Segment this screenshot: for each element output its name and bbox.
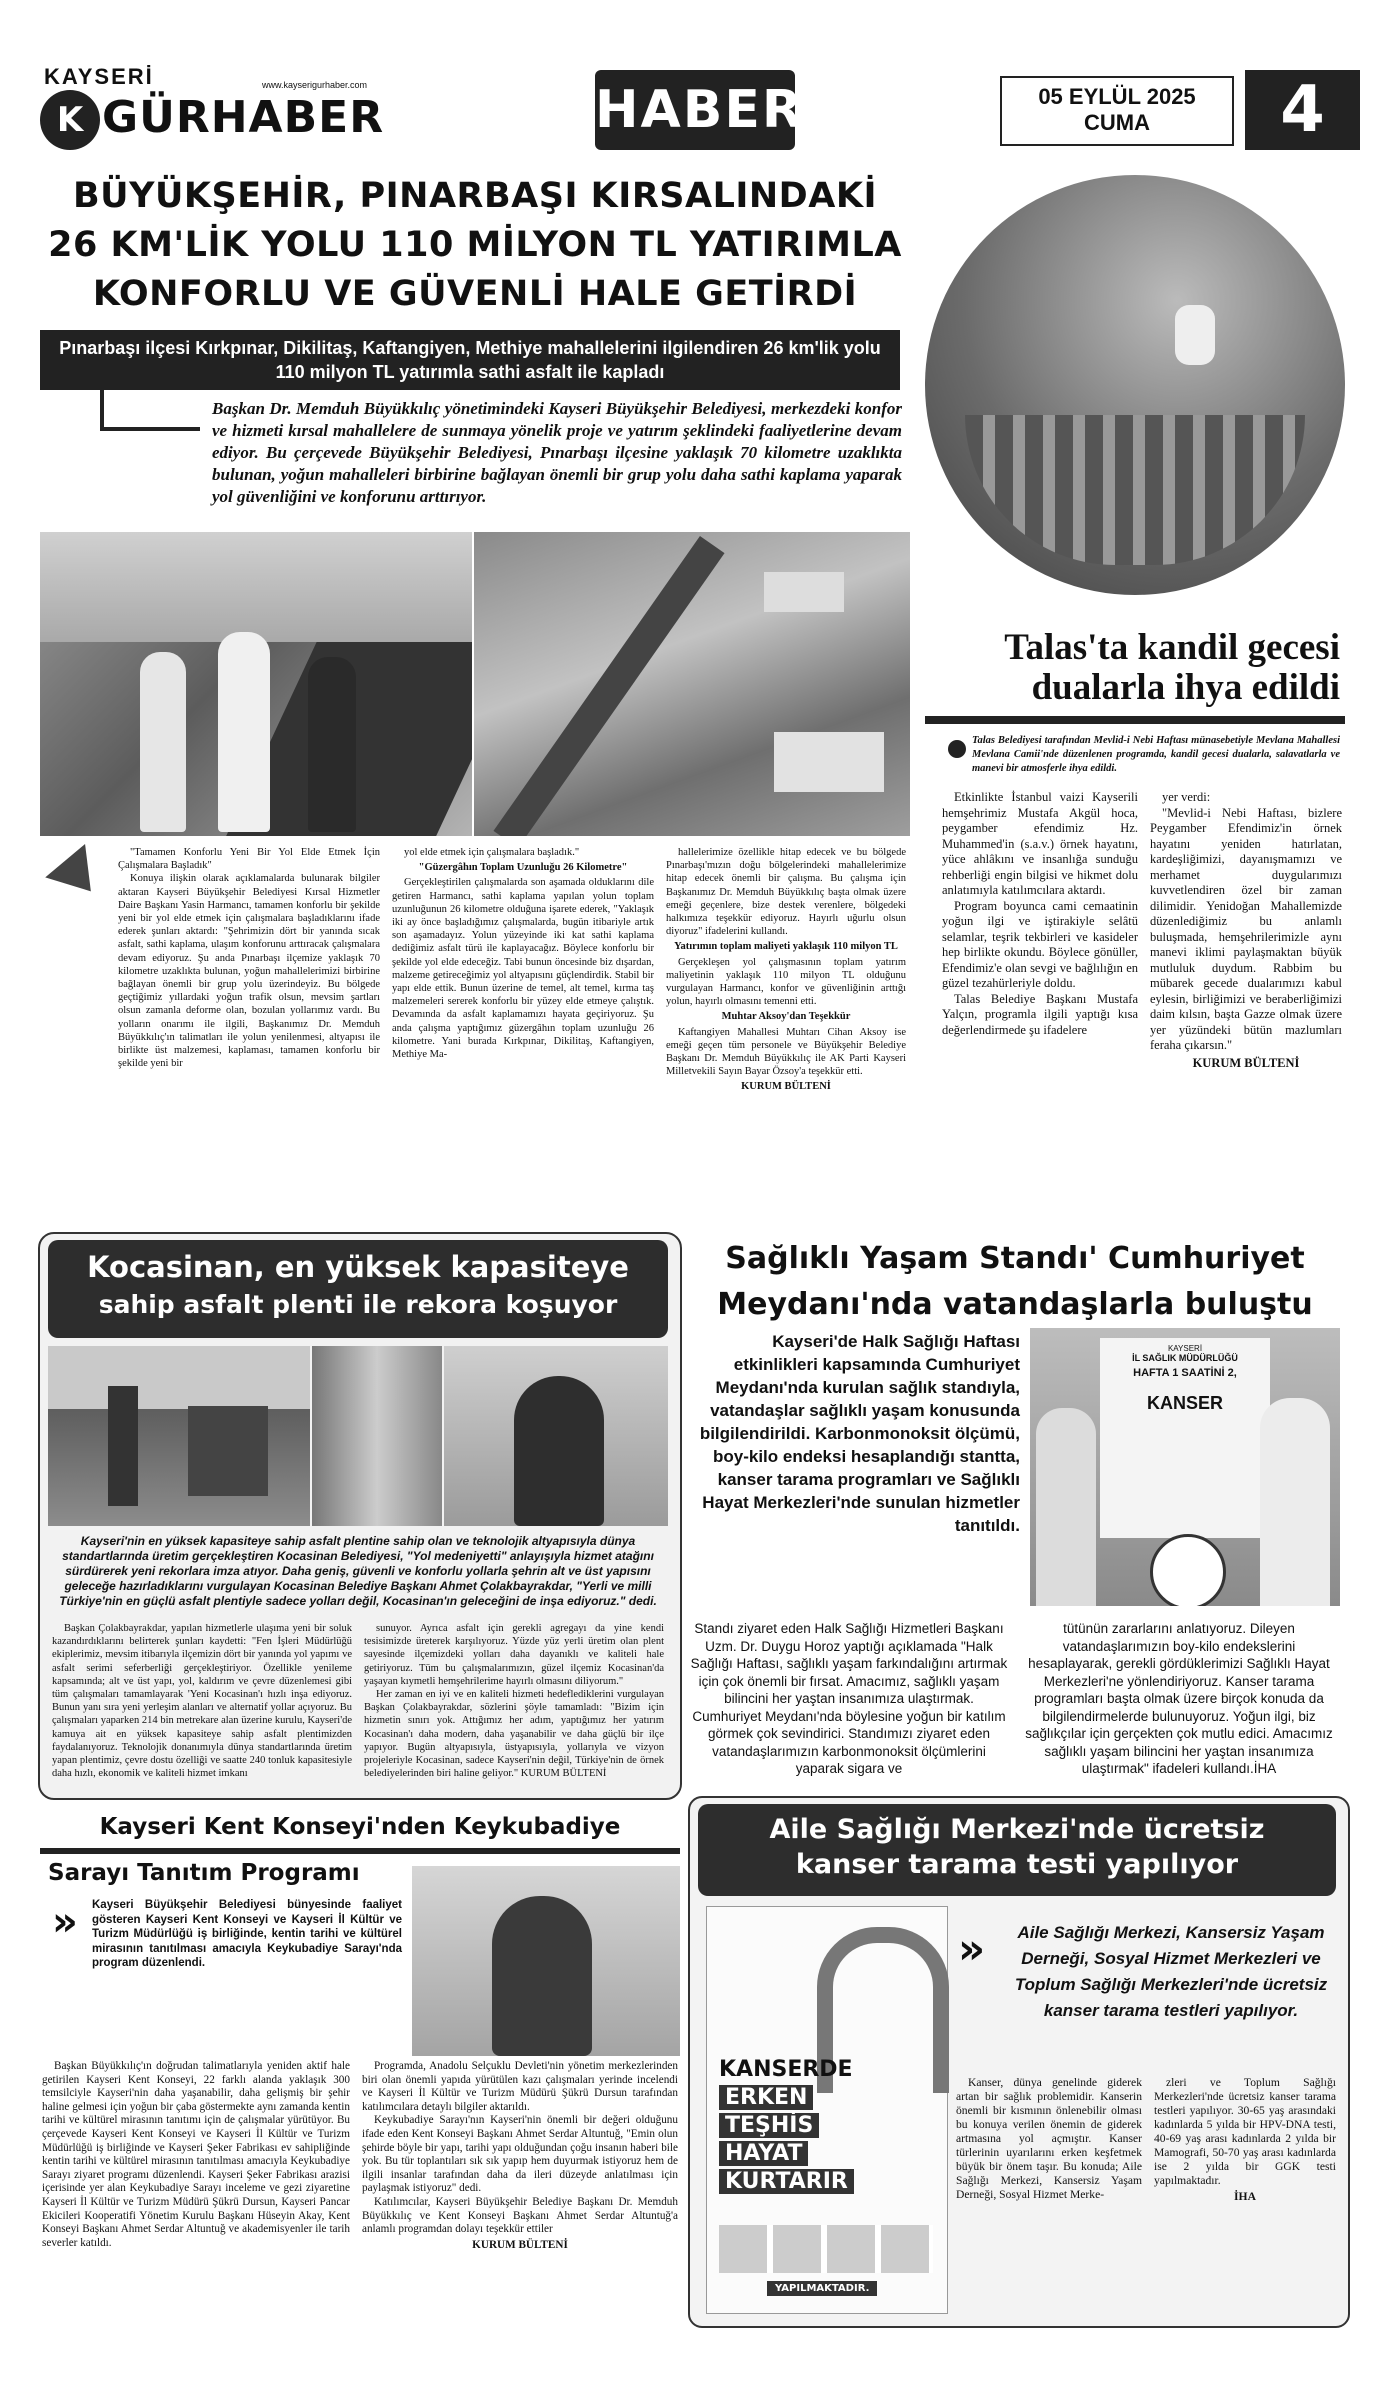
poster-line: KANSERDE bbox=[719, 2057, 853, 2082]
kocasinan-photo-plant bbox=[48, 1346, 310, 1526]
paragraph: KURUM BÜLTENİ bbox=[472, 2238, 568, 2251]
kocasinan-caption: Kayseri'nin en yüksek kapasiteye sahip asfalt plentine sahip olan ve teknolojik altyapısıyla dünya standartlarında üretim gerçekleştiren Kocasinan Belediyesi, "Yol medeniyetti" anlayışıyla hizmet atağını sürdürerek yeni rekorlara imza atıyor. Daha geniş, güvenli ve konforlu yollarla şehrin alt ve üst yapısını geleceğe hazırladıklarını vurgulayan Kocasinan Belediye Başkanı Ahmet Çolakbayrakdar, "Yerli ve milli Türkiye'nin en güçlü asfalt plentiyle sadece yolları değil, Kocasinan'ın geleceğini de inşa ediyoruz." dedi. bbox=[59, 1534, 657, 1608]
talas-col-2 bbox=[1150, 790, 1342, 1073]
talas-rule bbox=[925, 716, 1345, 724]
lead-col-1 bbox=[118, 846, 380, 1070]
poster-line: KURTARIR bbox=[719, 2169, 854, 2194]
person-figure bbox=[492, 1896, 592, 2056]
aile-headline-line: Aile Sağlığı Merkezi'nde ücretsiz bbox=[769, 1814, 1265, 1845]
konsey-rule bbox=[40, 1848, 680, 1854]
issue-date: 05 EYLÜL 2025 bbox=[1038, 84, 1196, 109]
konsey-subhead: Sarayı Tanıtım Programı bbox=[48, 1860, 360, 1886]
saglik-headline bbox=[688, 1236, 1342, 1328]
poster-title bbox=[719, 2057, 919, 2194]
page-number: 4 bbox=[1280, 73, 1325, 147]
paragraph: Katılımcılar, Kayseri Büyükşehir Belediye Başkanı Dr. Memduh Büyükkılıç ve Kent Konseyi Başkanı Ahmet Serdar Altuntuğ'a anlamlı programdan dolayı teşekkür ettiler bbox=[362, 2195, 678, 2236]
saglik-photo-stand bbox=[1030, 1328, 1340, 1606]
saglik-headline-line: Meydanı'nda vatandaşlarla buluştu bbox=[717, 1287, 1313, 1322]
paragraph: sunuyor. Ayrıca asfalt için gerekli agregayı da yine kendi tesisimizde üreterek karşılıyoruz. Yüzde yüz yerli üretim olan plent sayesinde ilçemizdeki yolları daha dayanıklı ve kaliteli hale getiriyoruz. Tüm bu çalışmalarımızın, güzel ilçemiz Kocasinan'da yaşayan kıymetli hemşehrilerime hayırlı olmasını diliyorum." bbox=[364, 1623, 664, 1687]
konsey-col-1 bbox=[42, 2060, 350, 2250]
stand-banner bbox=[1100, 1338, 1270, 1538]
paragraph: "Güzergâhın Toplam Uzunluğu 26 Kilometre" bbox=[418, 862, 628, 874]
paragraph: "Tamamen Konforlu Yeni Bir Yol Elde Etmek İçin Çalışmalara Başladık" bbox=[118, 847, 380, 872]
paragraph: Başkan Çolakbayrakdar, yapılan hizmetlerle ulaşıma yeni bir soluk kazandırdıklarını belirterek şunları kaydetti: "Fen İşleri Müdürlüğü ekiplerimiz, mevsim itibarıyla ilçemizin dört bir yanında yol yapımı ve asfalt serimi seferberliği gerçekleştiriyor. Özellikle yenileme kapsamında; alt ve üst yapı, yol, kaldırım ve çevre düzenlemesi gibi tüm çalışmaları tamamlayarak 'Yeni Kocasinan'ı hızlı inşa ediyoruz. Bunun yanı sıra yeni yerleşim alanları ve alternatif yollar açıyoruz. Bu çalışmaları yaparken 214 bin metrekare alan üzerine kurulu, Kayseri'de kamuya ait en yüksek kapasiteye sahip asfalt plentimizden faydalanıyoruz. Teknolojik donanımıyla dünya standartlarında üretim yapan plentimiz, çevre dostu özelliği ve saatte 240 tonluk kapasitesiyle daha hızlı, ekonomik ve kaliteli hizmet imkanı bbox=[52, 1623, 352, 1780]
paragraph: Kaftangiyen Mahallesi Muhtarı Cihan Aksoy ise emeği geçen tüm personele ve Büyükşehir Belediye Başkanı Dr. Memduh Büyükkılıç ile AK Parti Kayseri Milletvekili Sayın Bayar Özsoy'a teşekkür etti. bbox=[666, 1026, 906, 1078]
kocasinan-headline-line: sahip asfalt plenti ile rekora koşuyor bbox=[98, 1290, 618, 1319]
lead-deck-rule bbox=[100, 390, 104, 430]
paragraph: Muhtar Aksoy'dan Teşekkür bbox=[721, 1011, 851, 1023]
paragraph: Gerçekleşen yol çalışmasının toplam yatırım maliyetinin yaklaşık 110 milyon TL olduğunu vurgulayan Harmancı, konfor ve güvenliğinin arttığı yolun, hayırlı olmasını temenni etti. bbox=[666, 956, 906, 1008]
ribbon-icon bbox=[1150, 1534, 1226, 1606]
poster-line: ERKEN bbox=[719, 2085, 813, 2110]
aile-headline-line: kanser tarama testi yapılıyor bbox=[795, 1849, 1239, 1880]
aile-deck: Aile Sağlığı Merkezi, Kansersiz Yaşam Derneği, Sosyal Hizmet Merkezleri ve Toplum Sağlığı Merkezleri'nde ücretsiz kanser tarama testleri yapılıyor. bbox=[1014, 1923, 1328, 2020]
aerial-building bbox=[774, 732, 884, 792]
lead-headline-line: 26 KM'LİK YOLU 110 MİLYON TL YATIRIMLA bbox=[48, 225, 902, 265]
lead-photo-aerial bbox=[474, 532, 910, 836]
aerial-building bbox=[764, 572, 844, 612]
bullet-icon bbox=[948, 740, 966, 758]
paragraph: zleri ve Toplum Sağlığı Merkezleri'nde ücretsiz kanser tarama testleri yapılıyor. 30-65 yaş arasındaki kadınlarda 5 yılda bir HPV-DNA testi, 40-69 yaş arası kadınlarda 2 yılda bir Mamografi, 50-70 yaş arası kadınlarda ise 2 yılda bir GGK testi yapılmaktadır. bbox=[1154, 2076, 1336, 2187]
aile-headline bbox=[698, 1804, 1336, 1896]
kocasinan-headline bbox=[48, 1240, 668, 1338]
lead-photo-officials bbox=[40, 532, 472, 836]
saglik-headline-line: Sağlıklı Yaşam Standı' Cumhuriyet bbox=[725, 1241, 1305, 1276]
poster-line: HAYAT bbox=[719, 2141, 808, 2166]
paragraph: "Mevlid-i Nebi Haftası, bizlere Peygamber Efendimiz'in örnek hayatını yeniden hatırlatan, kardeşliğimizi, dayanışmamızı ve merhamet duygularımızı kuvvetlendiren özel bir zaman dilimidir. Yenidoğan Mahallemizde düzenlediğimiz bu anlamlı buluşmada, hemşehrilerimizle aynı manevi iklimi paylaşmaktan büyük mutluluk duydum. Rabbim bu mübarek gecede dualarımızı kabul eylesin, birliğimizi ve beraberliğimizi daim kılsın, başta Gazze olmak üzere yer yüzündeki bütün mazlumları ferahа çıkarsın." bbox=[1150, 805, 1342, 1052]
paragraph: Program boyunca cami cemaatinin yoğun ilgi ve iştirakiyle selâtü selamlar, teşrik tekbirleri ve kasideler hep birlikte okundu. Böylece gönüller, Efendimiz'e olan sevgi ve bağlılığın en güzel tezahürleriyle doldu. bbox=[942, 898, 1138, 990]
talas-headline-line: Talas'ta kandil gecesi bbox=[1004, 627, 1340, 668]
aile-poster bbox=[706, 1906, 948, 2314]
aile-col-2 bbox=[1154, 2076, 1336, 2206]
quote-icon: » bbox=[958, 1924, 986, 1973]
paragraph: yer verdi: bbox=[1162, 790, 1211, 804]
paragraph: Talas Belediye Başkanı Mustafa Yalçın, programla ilgili yaptığı kısa değerlendirmede şu ifadelere bbox=[942, 991, 1138, 1037]
paragraph: Gerçekleştirilen çalışmalarda son aşamada olduklarını dile getiren Harmancı, sathi kaplama yapılan yolun toplam uzunluğunun 26 kilometre olduğuna işarete ederek, "Yaklaşık iki ay önce başladığımız çalışmalarda, bugün itibariyle artık son aşamadayız. Yolun yüzeyinde iki kat sathi kaplama dediğimiz asfalt türü ile kaplayacağız. Böylece konforlu bir şekilde yol elde edeceğiz. Tabi bunun öncesinde biz dışardan, malzeme getireceğimiz yol altyapısını güçlendirdik. Stabil bir yapı elde ettik. Bunun üzerine de temel, alt temel, kırma taş malzemeleri sererek konforlu bir yüzey elde etmeye çalıştık. Devamında da asfalt kaplamamızı hayata geçiriyoruz. Şu anda çalışma yaptığımız güzergâhın toplam uzunluğu 26 kilometre. Yani burada Kırkpınar, Dikilitaş, Kaftangiyen, Methiye Ma- bbox=[392, 877, 654, 1061]
paragraph: Programda, Anadolu Selçuklu Devleti'nin yönetim merkezlerinden biri olan önemli yapıda yürütülen kazı çalışmaları yerinde incelendi ve Kayseri İl Kültür ve Turizm Müdürü Şükrü Dursun tarafından katılımcılara detaylı bilgiler aktarıldı. bbox=[362, 2060, 678, 2113]
plant-silo bbox=[188, 1406, 268, 1496]
paragraph: yol elde etmek için çalışmalara başladık." bbox=[404, 847, 580, 858]
saglik-col-1: Standı ziyaret eden Halk Sağlığı Hizmetleri Başkanı Uzm. Dr. Duygu Horoz yaptığı açıklamada "Halk Sağlığı Haftası, sağlıklı yaşam farkındalığını artırmak için çok önemli bir fırsat. Amacımız, sağlıklı yaşam bilincini her yaştan insanımıza ulaştırmak. Cumhuriyet Meydanı'nda böylesine yoğun bir katılım görmek çok sevindirici. Standımızı ziyaret eden vatandaşlarımızın karbonmonoksit ölçümlerini yaparak sigara ve bbox=[690, 1621, 1008, 1776]
aile-col-1 bbox=[956, 2076, 1142, 2202]
aerial-road bbox=[493, 536, 724, 836]
paragraph: hallelerimize özellikle hitap edecek ve bu bölgede Pınarbaşı'mızın doğu bölgelerindeki mahallelerimize hitap edecek önemli bir çalışma. Bu çalışma için Başkanımız Dr. Memduh Büyükkılıç başta olmak üzere emeği geçenlere, bize destek verenlere, bölgedeki halkımıza teşekkür ediyoruz. Hayırlı uğurlu olsun diyoruz" ifadelerini kullandı. bbox=[666, 847, 906, 938]
talas-headline bbox=[930, 628, 1340, 708]
masthead-website[interactable]: www.kayserigurhaber.com bbox=[262, 80, 368, 90]
issue-day: CUMA bbox=[1084, 110, 1150, 135]
konsey-deck: Kayseri Büyükşehir Belediyesi bünyesinde faaliyet gösteren Kayseri Kent Konseyi ve Kayseri İl Kültür ve Turizm Müdürlüğü iş birliğinde, kentin tarihi ve kültürel mirasının tanıtılması amacıyla Keykubadiye Sarayı'nda program düzenlendi. bbox=[92, 1899, 402, 1969]
kocasinan-col-1 bbox=[52, 1622, 352, 1780]
lead-headline bbox=[40, 172, 910, 319]
poster-info-grid bbox=[719, 2225, 933, 2273]
lead-deck: Pınarbaşı ilçesi Kırkpınar, Dikilitaş, Kaftangiyen, Methiye mahallelerini ilgilendiren 26 km'lik yolu 110 milyon TL yatırımla sathi asfalt ile kapladı bbox=[40, 330, 900, 390]
kocasinan-photo-mayor bbox=[444, 1346, 668, 1526]
staff-figure bbox=[1036, 1408, 1096, 1606]
logo-icon: K bbox=[40, 90, 100, 150]
stand-banner-text: İL SAĞLIK MÜDÜRLÜĞÜ bbox=[1132, 1353, 1238, 1363]
saglik-deck: Kayseri'de Halk Sağlığı Haftası etkinlikleri kapsamında Cumhuriyet Meydanı'nda kurulan sağlık standıyla, vatandaşlar sağlıklı yaşam konusunda bilgilendirildi. Karbonmonoksit ölçümü, boy-kilo endeksi hesaplandığı stantta, kanser tarama programları ve Sağlıklı Hayat Merkezleri'nde sunulan hizmetler tanıtıldı. bbox=[699, 1332, 1020, 1535]
section-title: HABER bbox=[595, 80, 804, 140]
paragraph: Başkan Büyükkılıç'ın doğrudan talimatlarıyla yeniden aktif hale getirilen Kayseri Kent Konseyi, 22 farklı alanda yaklaşık 300 temsilciyle Kayseri'nin daha yaşanabilir, daha gelişmiş bir şehir haline gelmesi için yoğun bir çaba göstermekte aynı zamanda kentin tarihi ve kültürel mirasının tanıtımı için de çalışmalar yürütüyor. Bu çerçevede Kayseri Kent Konseyi ve Kayseri İl Kültür ve Turizm Müdürlüğü iş birliğinde ve Kayseri Şeker Fabrikası ev sahipliğinde kentin tarihi ve kültürel mirasının tanıtılması amacıyla Keykubadiye Sarayı ziyaret programı düzenlendi. Kayseri Şeker Fabrikası arazisi içerisinde yer alan Keykubadiye Sarayı inceleme ve gezi ziyaretine Kayseri İl Kültür ve Turizm Müdürü Şükrü Dursun, Kayseri Pancar Ekicileri Kooperatifi Yönetim Kurulu Başkanı Hüseyin Akay, Kent Konseyi Başkanı Ahmet Serdar Altuntuğ ve akademisyenler ile tarih severler katıldı. bbox=[42, 2060, 350, 2249]
lead-intro: Başkan Dr. Memduh Büyükkılıç yönetimindeki Kayseri Büyükşehir Belediyesi, merkezdeki konfor ve hizmeti kırsal mahallelere de sunmaya yönelik proje ve yatırım şeklindeki faaliyetlerine devam ediyor. Bu çerçevede Büyükşehir Belediyesi, Pınarbaşı ilçesine yaklaşık 70 kilometre uzaklıkta bulunan, yoğun mahalleleri birbirine bağlayan önemli bir grup yolu daha sathi kaplama yaparak yol güvenliğini ve konforunu arttırıyor. bbox=[212, 399, 902, 506]
lead-col-2 bbox=[392, 846, 654, 1061]
masthead-city: KAYSERİ bbox=[44, 64, 154, 89]
person-figure bbox=[218, 632, 270, 832]
paragraph: Kanser, dünya genelinde giderek artan bir sağlık problemidir. Kanserin önemli bir kısmının önlenebilir olması bu konuya verilen önemin de giderek artmasına yol açmıştır. Kanser türlerinin uyarılarını erken keşfetmek büyük bir önem taşır. Bu konuda; Aile Sağlığı Merkezi, Kansersiz Yaşam Derneği, Sosyal Hizmet Merke- bbox=[956, 2076, 1142, 2201]
pulpit-figure bbox=[1175, 305, 1215, 365]
lead-col-3 bbox=[666, 846, 906, 1096]
person-figure bbox=[140, 652, 186, 832]
talas-col-1 bbox=[942, 790, 1138, 1038]
poster-footer: YAPILMAKTADIR. bbox=[767, 2281, 877, 2296]
talas-photo-mosque bbox=[925, 175, 1345, 595]
page-number-box bbox=[1245, 70, 1360, 150]
lead-headline-line: BÜYÜKŞEHİR, PINARBAŞI KIRSALINDAKİ bbox=[73, 176, 877, 216]
person-figure bbox=[308, 657, 356, 832]
paragraph: Konuya ilişkin olarak açıklamalarda bulunarak bilgiler aktaran Kayseri Büyükşehir Belediyesi Kırsal Hizmetler Daire Başkanı Yasin Harmancı, tamamen konforlu bir şekilde yeni bir yol elde etmek için çalışmalara başladıklarını ifade ederek şunları aktardı: "Şehrimizin dört bir yanında sıcak asfalt, sathi kaplama, ulaşım konforunu arttıracak çalışmalara devam ediyoruz. Şu anda Pınarbaşı ilçemize yaklaşık 70 kilometre uzaklıkta bulunan, yoğun mahallelerimizi birbirine bağlayan önemli bir grup yolu üzerindeyiz. Bu bölgede geçtiğimiz yıllardaki yoğun trafik olsun, mevsim şartları olsun zamanla deforme olan, bozulan yollarımız vardı. Bu yolların onarımı ile ilgili, Başkanımız Dr. Memduh Büyükkılıç'ın talimatları ile yolun yenilenmesi, altyapısı ile birlikte üst malzemesi, kaplaması, tamamen konforlu bir şekilde yeni bir bbox=[118, 873, 380, 1070]
photo-sky bbox=[40, 532, 472, 642]
paragraph: Keykubadiye Sarayı'nın Kayseri'nin önemli bir değeri olduğunu ifade eden Kent Konseyi Başkanı Ahmet Serdar Altuntuğ, "Emin olun şehirde böyle bir yapı, tarihi yapı olduğundan çoğu insanın haberi bile yok. Bu tür toplantıları sık sık yapıp hem duyurmak istiyoruz hem de ilgili insanlar tarafından daha da ileri düzeyde anlatılması için paylaşmak istiyoruz" dedi. bbox=[362, 2114, 678, 2195]
mayor-figure bbox=[514, 1376, 604, 1526]
talas-deck: Talas Belediyesi tarafından Mevlid-i Nebi Haftası münasebetiyle Mevlana Mahallesi Mevlana Camii'nde düzenlenen programda, kandil gecesi dualarla, salavatlarla ve manevi bir atmosferle ihya edildi. bbox=[972, 735, 1340, 774]
lead-headline-line: KONFORLU VE GÜVENLİ HALE GETİRDİ bbox=[92, 274, 858, 314]
stand-banner-text: KAYSERİ bbox=[1167, 1344, 1203, 1353]
lead-deck-rule bbox=[100, 427, 200, 431]
paragraph: KURUM BÜLTENİ bbox=[741, 1081, 831, 1093]
date-box bbox=[1000, 76, 1234, 146]
kocasinan-photo-silos bbox=[312, 1346, 442, 1526]
staff-figure bbox=[1260, 1398, 1330, 1606]
konsey-headline-line: Kayseri Kent Konseyi'nden Keykubadiye bbox=[99, 1814, 621, 1840]
paragraph: KURUM BÜLTENİ bbox=[1192, 1055, 1300, 1070]
paragraph: Her zaman en iyi ve en kaliteli hizmeti hedeflediklerini vurgulayan Başkan Çolakbayrakdar, sözlerini şöyle tamamladı: "Bizim için hizmetin sınırı yok. Attığımız her adım, yaptığımız her yatırım Kocasinan'ı daha modern, daha yaşanabilir ve daha güçlü bir ilçe yapıyor. Bugün altyapısıyla, üstyapısıyla, yollarıyla ve vizyon projeleriyle Kocasinan, sadece Kayseri'nin değil, Türkiye'nin de örnek belediyelerinden biri haline geliyor." KURUM BÜLTENİ bbox=[364, 1689, 664, 1780]
masthead bbox=[40, 62, 1360, 160]
quote-icon: » bbox=[52, 1899, 78, 1945]
poster-line: TEŞHİS bbox=[719, 2113, 819, 2138]
arrow-icon bbox=[45, 844, 111, 908]
stand-banner-text: KANSER bbox=[1146, 1393, 1223, 1413]
stand-banner-text: HAFTA 1 SAATİNİ 2, bbox=[1133, 1367, 1237, 1379]
paragraph: Yatırımın toplam maliyeti yaklaşık 110 milyon TL bbox=[674, 941, 898, 953]
kocasinan-col-2 bbox=[364, 1622, 664, 1780]
paragraph: İHA bbox=[1234, 2190, 1256, 2203]
saglik-col-2: tütünün zararlarını anlatıyoruz. Dileyen vatandaşlarımızın boy-kilo endekslerini hesaplayarak, gerekli gördüklerimizi Sağlıklı Hayat Merkezleri'ne yönlendiriyoruz. Kanser tarama programları başta olmak üzere birçok konuda da bilgilendirmelerde bulunuyoruz. Yoğun ilgi, biz sağlıkçılar için gerçekten çok mutlu edici. Amacımız sağlıklı yaşam bilincini her yaştan insanımıza ulaştırmak" ifadeleri kullandı.İHA bbox=[1025, 1621, 1333, 1776]
talas-headline-line: dualarla ihya edildi bbox=[1031, 667, 1340, 708]
paragraph: Etkinlikte İstanbul vaizi Kayserili hemşehrimiz Mustafa Akgül hoca, peygamber efendimiz Hz. Muhammed'in (s.a.v.) örnek hayatını, yüce ahlâkını ve insanlığa sunduğu rehberliği engin bilgisi ve hikmet dolu anlatımıyla katılımcılara aktardı. bbox=[942, 790, 1138, 897]
konsey-photo-person bbox=[412, 1866, 680, 2056]
section-banner bbox=[595, 70, 804, 150]
konsey-headline bbox=[40, 1810, 680, 1844]
congregation bbox=[965, 415, 1305, 565]
kocasinan-headline-line: Kocasinan, en yüksek kapasiteye bbox=[87, 1250, 629, 1284]
konsey-col-2 bbox=[362, 2060, 678, 2254]
plant-tower bbox=[108, 1386, 138, 1506]
masthead-brand: GÜRHABER bbox=[102, 92, 385, 143]
